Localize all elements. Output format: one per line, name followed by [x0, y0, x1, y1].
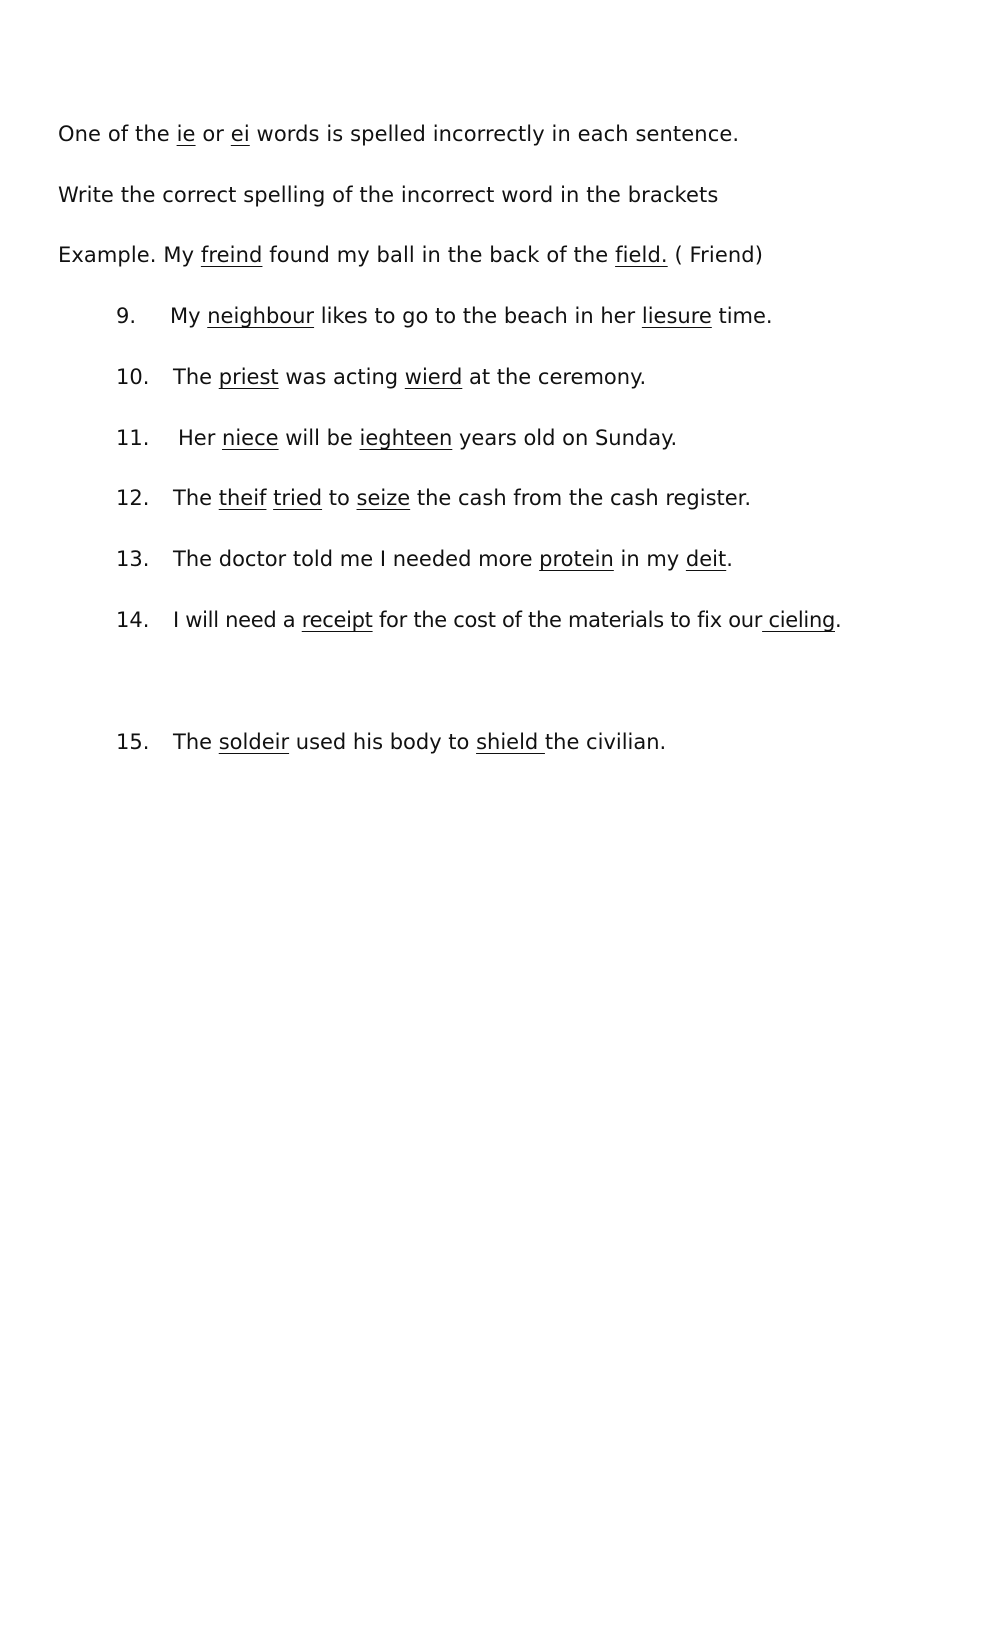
text: Her [178, 426, 223, 450]
example-line [58, 241, 763, 269]
underlined-word: receipt [301, 608, 373, 632]
question-number: 15. [116, 730, 150, 754]
text: ( Friend) [667, 243, 764, 267]
question-sentence [173, 606, 841, 634]
text: in my [613, 547, 686, 571]
text: found my ball in the back of the [262, 243, 616, 267]
underlined-word: tried [273, 486, 323, 510]
text: will be [278, 426, 360, 450]
question-number: 14. [116, 608, 150, 632]
text: for the cost of the materials to fix our [372, 608, 763, 632]
instruction-line-2: Write the correct spelling of the incorrect word in the brackets [58, 183, 719, 207]
instruction-line-1 [58, 120, 739, 148]
text: or [195, 122, 231, 146]
underlined-word: theif [218, 486, 267, 510]
underlined-word: field. [615, 243, 668, 267]
question-number: 12. [116, 486, 150, 510]
underlined-word: priest [218, 365, 279, 389]
underlined-word: wierd [404, 365, 463, 389]
text: at the ceremony. [462, 365, 647, 389]
text: The [173, 730, 219, 754]
underlined-word: soldeir [218, 730, 290, 754]
underlined-word: protein [539, 547, 614, 571]
question-sentence [173, 728, 666, 756]
text: time. [711, 304, 773, 328]
text: . [835, 608, 842, 632]
text: My [170, 304, 208, 328]
text: Example. My [58, 243, 201, 267]
underlined-word: liesure [641, 304, 712, 328]
question-number: 10. [116, 365, 150, 389]
question-sentence [173, 545, 733, 573]
underlined-word: ieghteen [359, 426, 453, 450]
underlined-word: freind [200, 243, 263, 267]
question-sentence [173, 484, 751, 512]
text: was acting [278, 365, 405, 389]
text: the civilian. [544, 730, 667, 754]
underlined-word: cieling [762, 608, 835, 632]
text: years old on Sunday. [452, 426, 678, 450]
text: words is spelled incorrectly in each sentence. [249, 122, 740, 146]
question-sentence [170, 302, 773, 330]
question-sentence [173, 363, 646, 391]
text: the cash from the cash register. [410, 486, 752, 510]
question-number: 13. [116, 547, 150, 571]
question-number: 9. [116, 304, 137, 328]
text: . [726, 547, 733, 571]
underlined-word: seize [356, 486, 411, 510]
question-number: 11. [116, 426, 150, 450]
text: I will need a [173, 608, 302, 632]
underlined-word: ei [230, 122, 250, 146]
underlined-word: deit [685, 547, 727, 571]
text: used his body to [289, 730, 477, 754]
text: The doctor told me I needed more [173, 547, 540, 571]
underlined-word: ie [176, 122, 196, 146]
text: One of the [58, 122, 177, 146]
text: likes to go to the beach in her [314, 304, 642, 328]
underlined-word: shield [476, 730, 545, 754]
text: The [173, 486, 219, 510]
text: The [173, 365, 219, 389]
underlined-word: neighbour [207, 304, 315, 328]
text: to [322, 486, 357, 510]
question-sentence [178, 424, 677, 452]
underlined-word: niece [222, 426, 279, 450]
